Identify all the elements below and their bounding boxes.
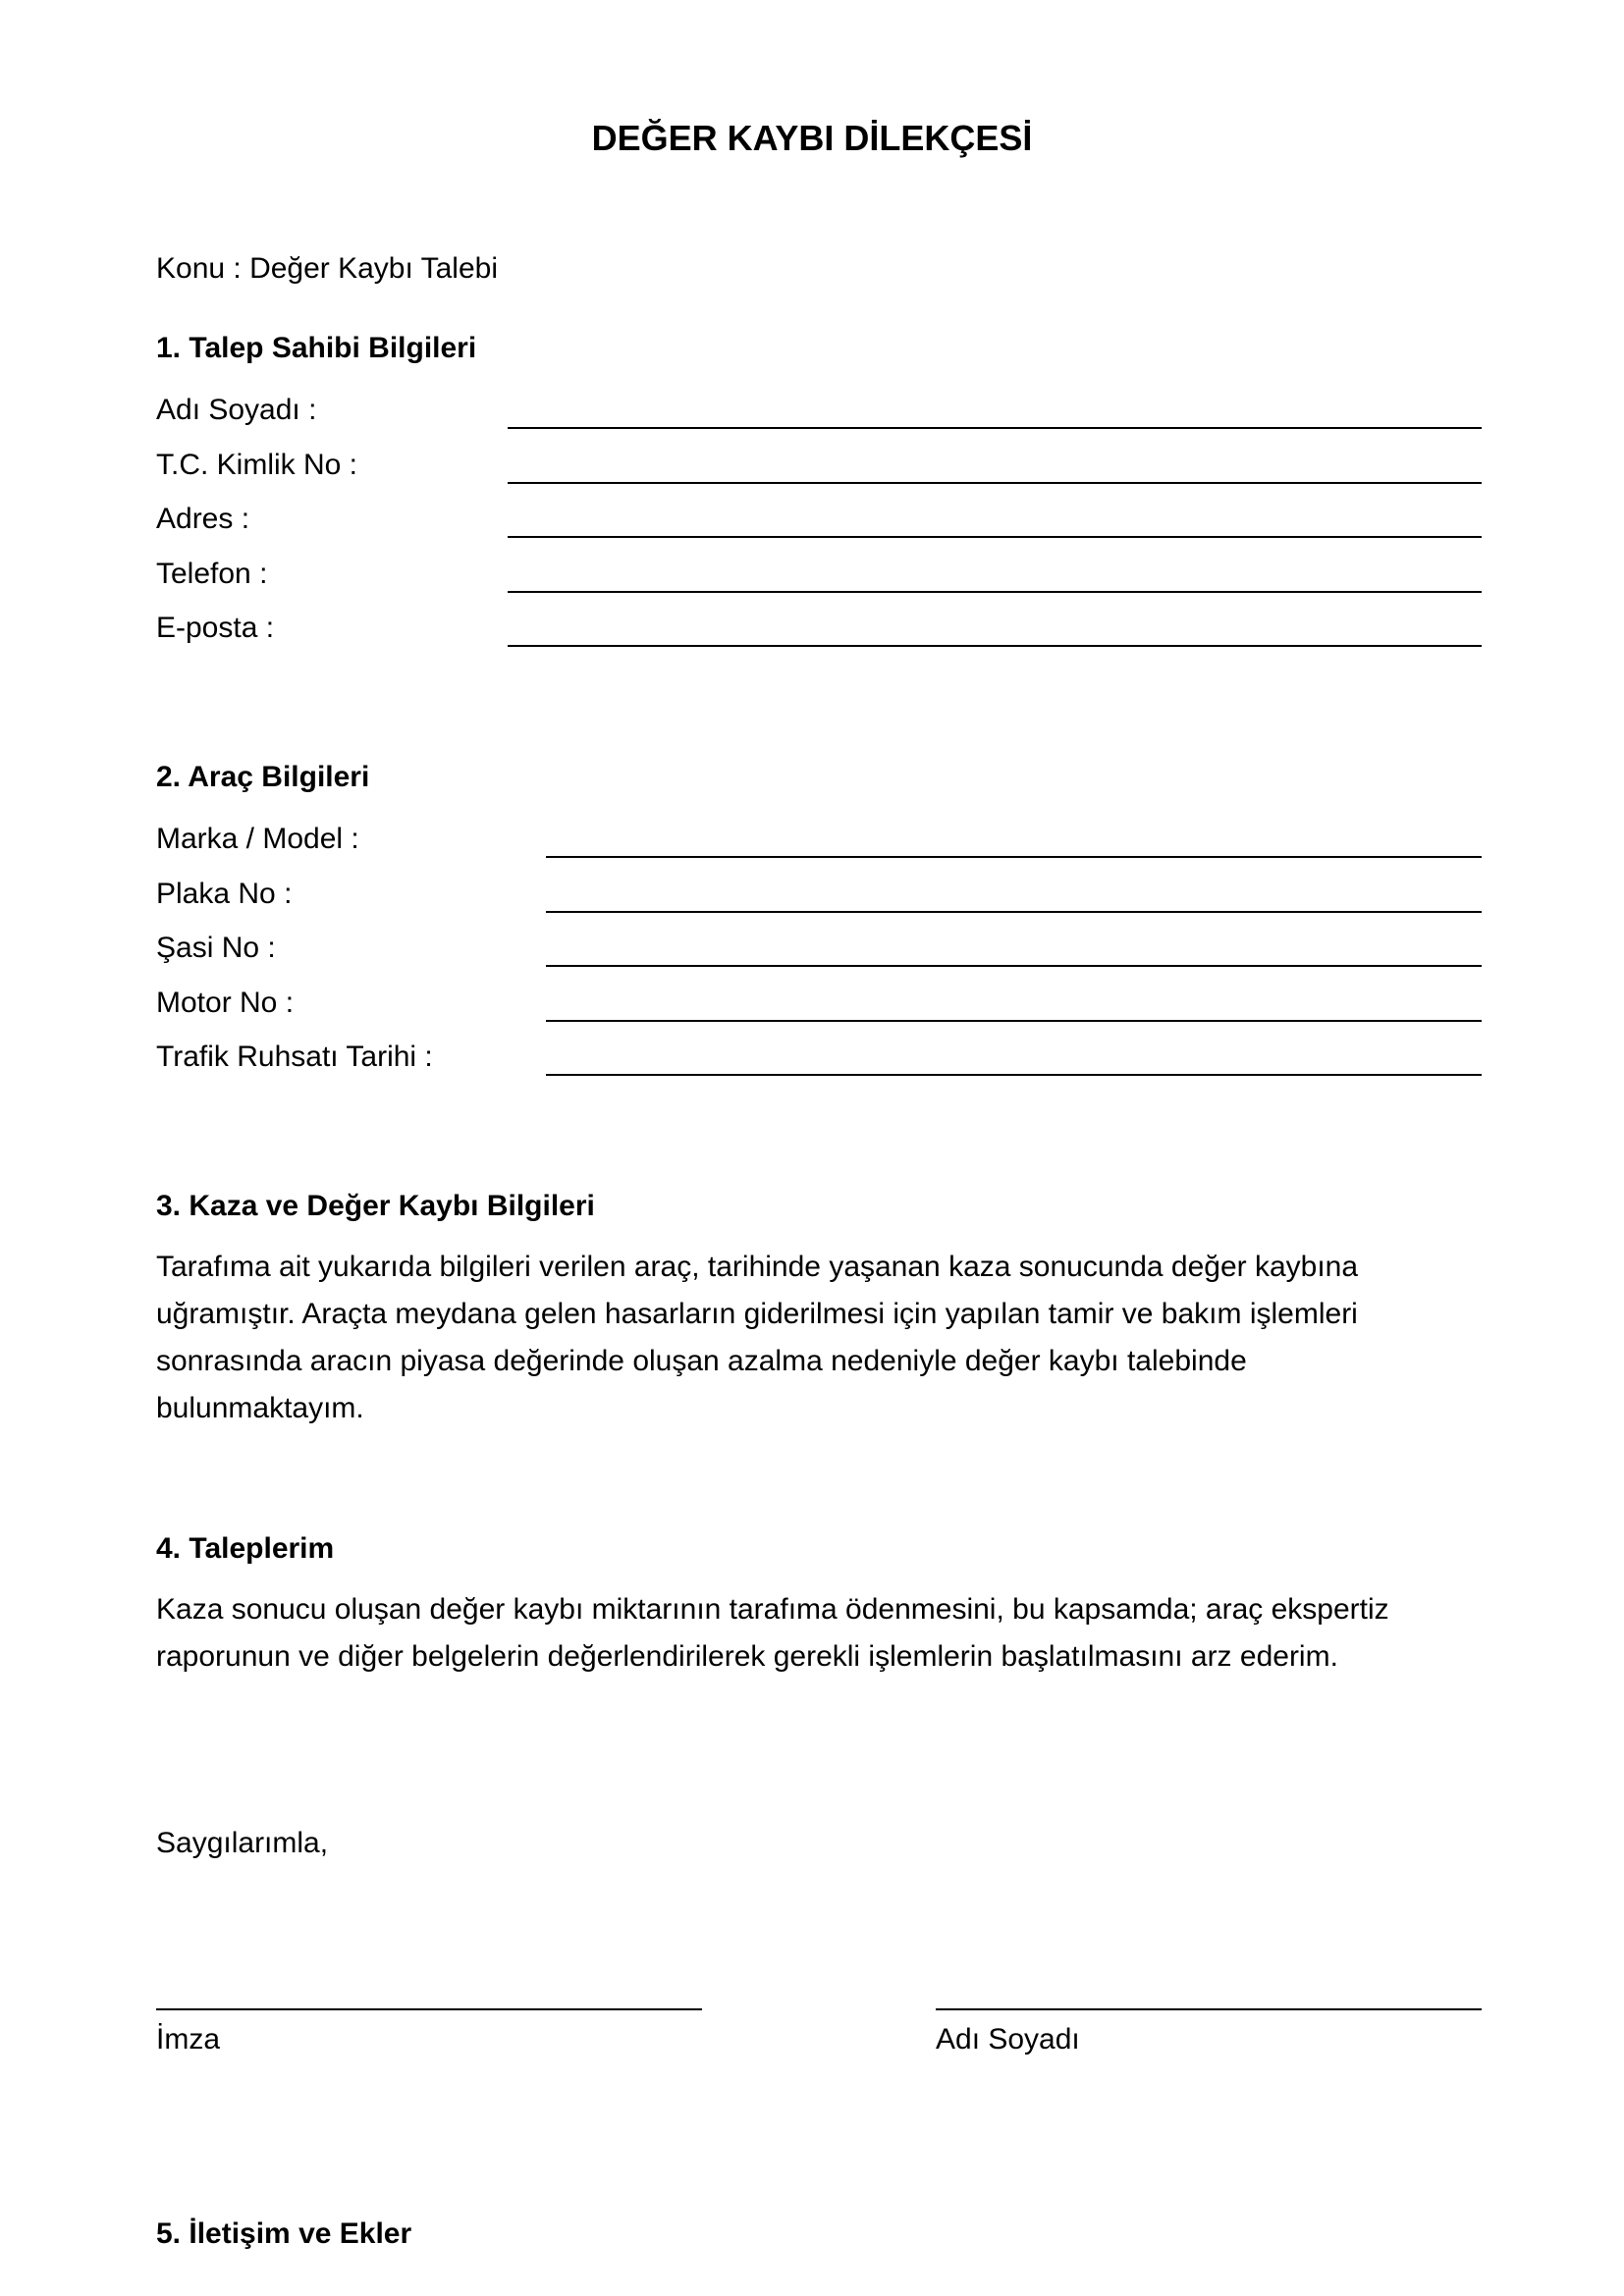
name-signature-line[interactable] bbox=[936, 2008, 1482, 2010]
field-line-license-date[interactable] bbox=[546, 1074, 1482, 1076]
document-title: DEĞER KAYBI DİLEKÇESİ bbox=[591, 118, 1033, 158]
field-label-tc-id: T.C. Kimlik No : bbox=[156, 449, 358, 481]
section3-line-2: uğramıştır. Araçta meydana gelen hasarların giderilmesi için yapılan tamir ve bakım işlemleri bbox=[156, 1298, 1358, 1330]
subject-line: Konu : Değer Kaybı Talebi bbox=[156, 252, 499, 285]
field-label-address: Adres : bbox=[156, 503, 250, 535]
section5-heading: 5. İletişim ve Ekler bbox=[156, 2217, 412, 2250]
section3-heading: 3. Kaza ve Değer Kaybı Bilgileri bbox=[156, 1190, 595, 1222]
field-line-email[interactable] bbox=[508, 645, 1482, 647]
field-line-engine[interactable] bbox=[546, 1020, 1482, 1022]
field-line-tc-id[interactable] bbox=[508, 482, 1482, 484]
closing-text: Saygılarımla, bbox=[156, 1827, 329, 1859]
field-label-full-name: Adı Soyadı : bbox=[156, 394, 317, 426]
field-line-address[interactable] bbox=[508, 536, 1482, 538]
field-line-full-name[interactable] bbox=[508, 427, 1482, 429]
field-label-brand-model: Marka / Model : bbox=[156, 823, 359, 855]
field-label-engine: Motor No : bbox=[156, 987, 295, 1019]
section2-heading: 2. Araç Bilgileri bbox=[156, 761, 370, 793]
signature-line[interactable] bbox=[156, 2008, 702, 2010]
section3-line-4: bulunmaktayım. bbox=[156, 1392, 364, 1424]
signature-label: İmza bbox=[156, 2023, 221, 2056]
field-label-license-date: Trafik Ruhsatı Tarihi : bbox=[156, 1041, 433, 1073]
field-label-phone: Telefon : bbox=[156, 558, 268, 590]
field-label-email: E-posta : bbox=[156, 612, 275, 644]
field-line-plate[interactable] bbox=[546, 911, 1482, 913]
section3-line-3: sonrasında aracın piyasa değerinde oluşan azalma nedeniyle değer kaybı talebinde bbox=[156, 1345, 1247, 1377]
field-line-phone[interactable] bbox=[508, 591, 1482, 593]
field-line-brand-model[interactable] bbox=[546, 856, 1482, 858]
field-label-chassis: Şasi No : bbox=[156, 932, 276, 964]
section1-heading: 1. Talep Sahibi Bilgileri bbox=[156, 332, 477, 364]
name-signature-label: Adı Soyadı bbox=[936, 2023, 1080, 2056]
section3-line-1: Tarafıma ait yukarıda bilgileri verilen araç, tarihinde yaşanan kaza sonucunda değer kaybına bbox=[156, 1251, 1359, 1283]
section4-line-2: raporunun ve diğer belgelerin değerlendirilerek gerekli işlemlerin başlatılmasını arz ederim. bbox=[156, 1640, 1338, 1673]
field-label-plate: Plaka No : bbox=[156, 878, 293, 910]
field-line-chassis[interactable] bbox=[546, 965, 1482, 967]
section4-line-1: Kaza sonucu oluşan değer kaybı miktarının tarafıma ödenmesini, bu kapsamda; araç ekspertiz bbox=[156, 1593, 1389, 1626]
section4-heading: 4. Taleplerim bbox=[156, 1532, 335, 1565]
